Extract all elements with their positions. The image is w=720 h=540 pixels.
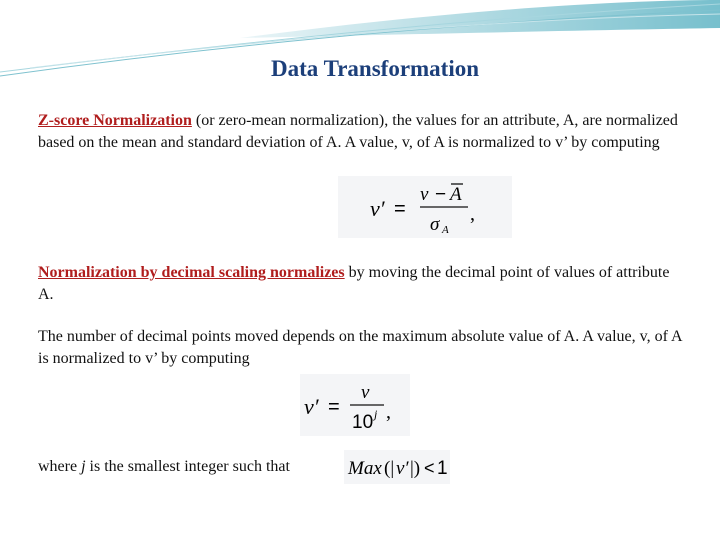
- svg-text:v: v: [361, 382, 370, 403]
- svg-text:<: <: [424, 458, 435, 478]
- svg-text:v: v: [420, 184, 429, 205]
- where-var: j: [81, 458, 86, 475]
- svg-text:A: A: [442, 224, 449, 236]
- svg-text:,: ,: [386, 401, 391, 423]
- svg-text:Max: Max: [348, 458, 382, 479]
- where-prefix: where: [38, 458, 82, 475]
- where-paragraph: [38, 456, 338, 478]
- svg-text:1: 1: [437, 458, 448, 479]
- svg-text:v′: v′: [396, 458, 409, 479]
- svg-text:=: =: [394, 198, 406, 220]
- svg-text:v′: v′: [304, 394, 319, 419]
- zscore-formula: [338, 176, 512, 238]
- svg-text:j: j: [374, 407, 378, 421]
- decimal-scaling-paragraph: [38, 262, 688, 306]
- max-condition-formula: [344, 450, 450, 484]
- svg-text:v′: v′: [370, 196, 385, 221]
- decimal-points-paragraph: The number of decimal points moved depends on the maximum absolute value of A. A value, v, of A is normalized to v’ by computing: [38, 328, 682, 367]
- svg-text:10: 10: [352, 412, 374, 433]
- svg-text:−: −: [435, 184, 447, 205]
- svg-text:σ: σ: [430, 214, 440, 235]
- where-suffix: is the smallest integer such that: [85, 458, 290, 475]
- zscore-paragraph: [38, 110, 688, 154]
- svg-text:(|: (|: [384, 458, 395, 479]
- svg-text:|): |): [410, 458, 421, 479]
- decimal-scaling-heading: Normalization by decimal scaling normalizes: [38, 264, 345, 281]
- zscore-body: (or zero-mean normalization), the values for an attribute, A, are normalized based on the mean and standard deviation of A. A value, v, of A is normalized to v’ by computing: [38, 112, 678, 151]
- slide-title: Data Transformation: [270, 56, 480, 81]
- svg-text:=: =: [328, 396, 340, 418]
- zscore-heading: Z-score Normalization: [38, 112, 192, 129]
- svg-text:,: ,: [470, 203, 475, 225]
- decimal-formula: [300, 374, 410, 436]
- decimal-scaling-body: by moving the decimal point of values of attribute A.: [38, 264, 670, 303]
- svg-text:A: A: [450, 184, 462, 205]
